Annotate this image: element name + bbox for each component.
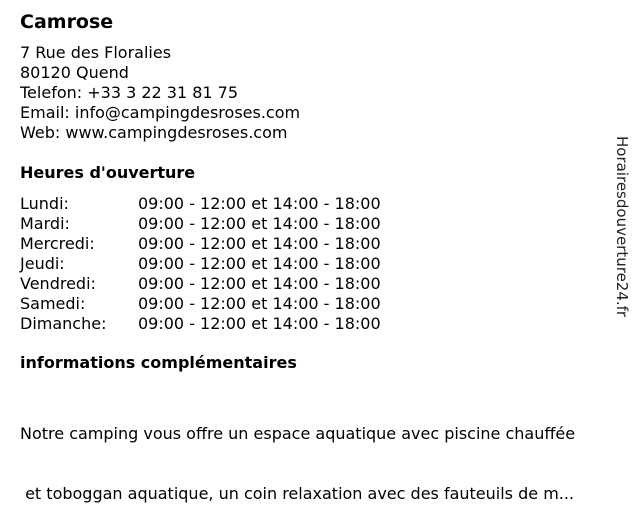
time-range: 09:00 - 12:00 et 14:00 - 18:00 [138, 234, 381, 253]
opening-hours-table [20, 194, 420, 334]
hours-row-tuesday [20, 214, 420, 234]
street: 7 Rue des Floralies [20, 43, 172, 62]
time-range: 09:00 - 12:00 et 14:00 - 18:00 [138, 294, 381, 313]
hours-row-thursday [20, 254, 420, 274]
info-line: et toboggan aquatique, un coin relaxation avec des fauteuils de m... [20, 484, 575, 503]
email: Email: info@campingdesroses.com [20, 103, 301, 122]
time-range: 09:00 - 12:00 et 14:00 - 18:00 [138, 254, 381, 273]
time-range: 09:00 - 12:00 et 14:00 - 18:00 [138, 194, 381, 213]
info-line: Notre camping vous offre un espace aquatique avec piscine chauffée [20, 424, 576, 443]
day-label: Mardi: [20, 214, 70, 233]
phone: Telefon: +33 3 22 31 81 75 [20, 83, 239, 102]
day-label: Dimanche: [20, 314, 107, 333]
opening-hours-heading: Heures d'ouverture [20, 163, 196, 182]
website: Web: www.campingdesroses.com [20, 123, 288, 142]
day-label: Samedi: [20, 294, 86, 313]
time-range: 09:00 - 12:00 et 14:00 - 18:00 [138, 214, 381, 233]
site-watermark: Horairesdouverture24.fr [613, 136, 631, 318]
day-label: Lundi: [20, 194, 69, 213]
day-label: Jeudi: [20, 254, 65, 273]
location-name: Camrose [20, 11, 114, 33]
time-range: 09:00 - 12:00 et 14:00 - 18:00 [138, 274, 381, 293]
city: 80120 Quend [20, 63, 129, 82]
hours-row-sunday [20, 314, 420, 334]
hours-row-friday [20, 274, 420, 294]
day-label: Vendredi: [20, 274, 96, 293]
address-block [20, 43, 300, 143]
additional-info-text [20, 384, 620, 524]
hours-row-saturday [20, 294, 420, 314]
day-label: Mercredi: [20, 234, 95, 253]
time-range: 09:00 - 12:00 et 14:00 - 18:00 [138, 314, 381, 333]
additional-info-heading: informations complémentaires [20, 353, 297, 372]
hours-row-wednesday [20, 234, 420, 254]
hours-row-monday [20, 194, 420, 214]
